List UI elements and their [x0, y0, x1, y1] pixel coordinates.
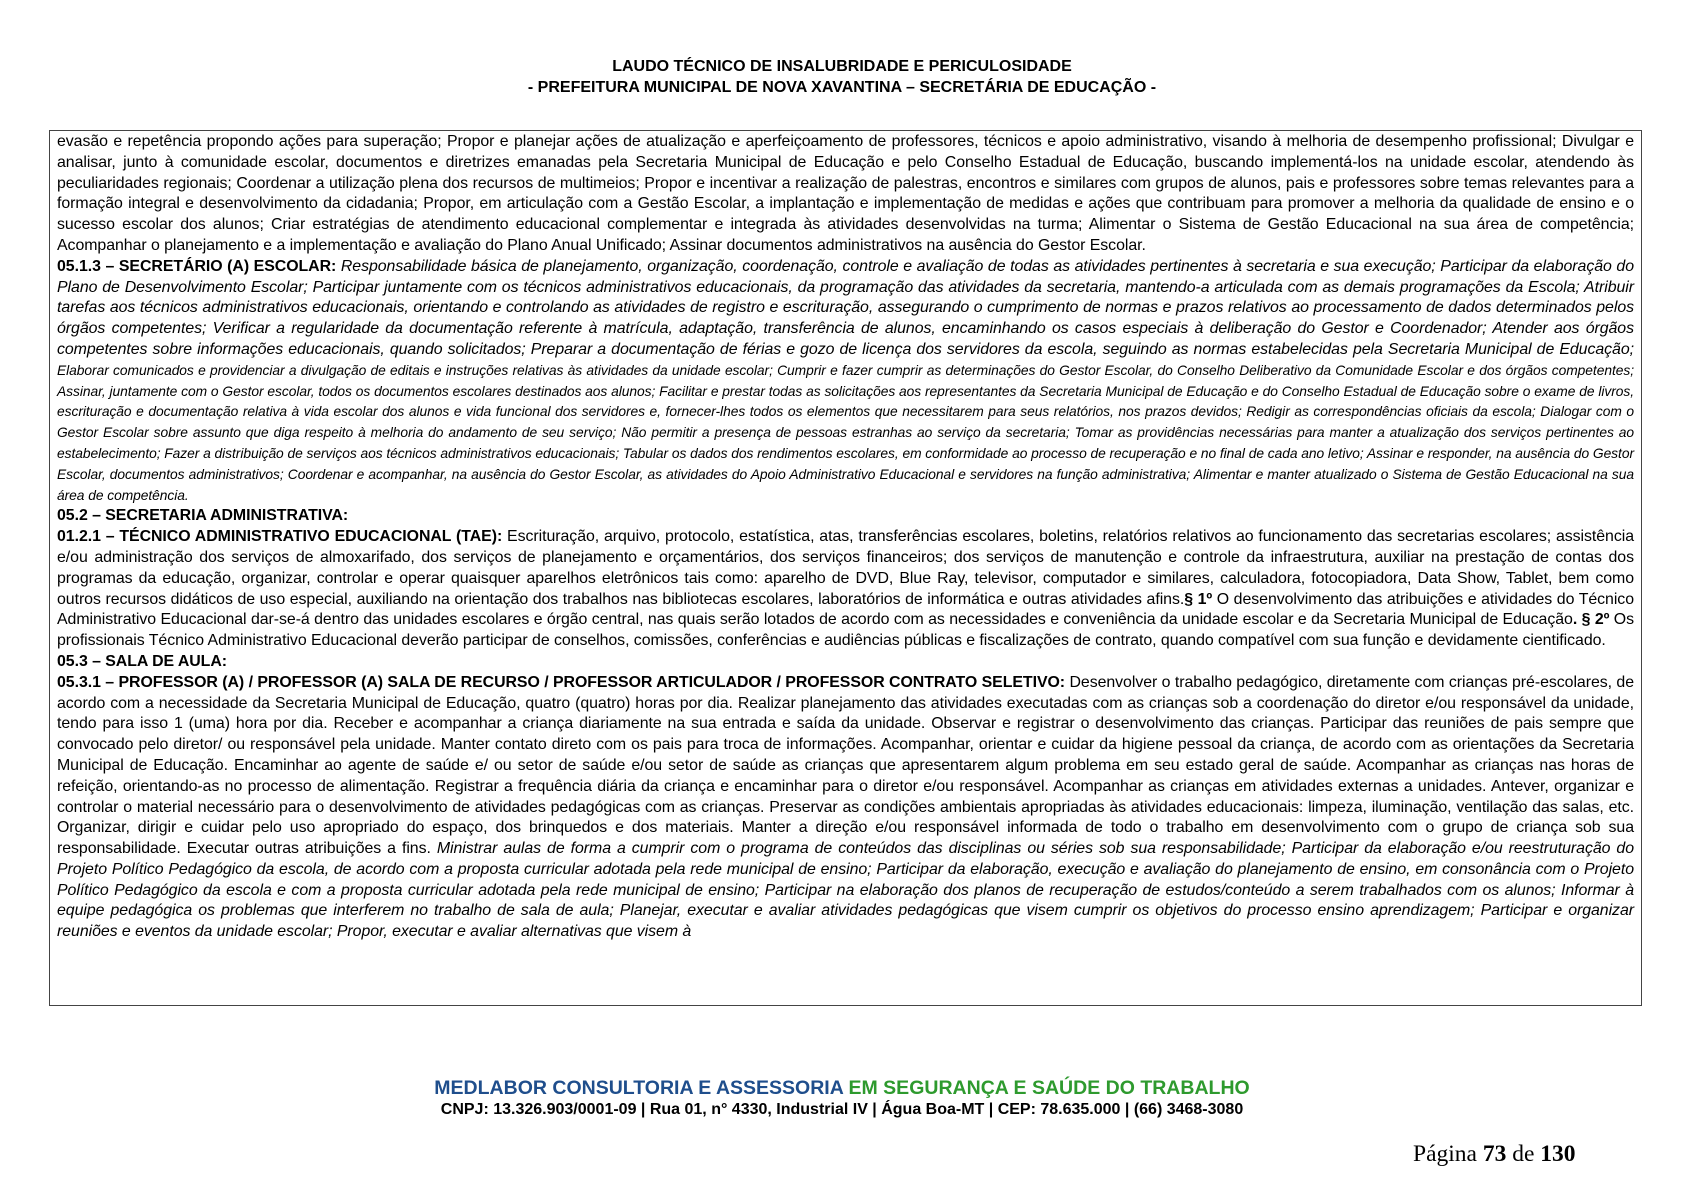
section-text: Os profissionais Técnico Administrativo Educacional deverão participar de conselhos, comissões, conferências e audiências públicas e fiscalizações de contrato, quando compatível com sua função e devidamente cientificado. — [57, 611, 1634, 650]
content-box — [49, 130, 1642, 1006]
page-label: Página — [1413, 1141, 1483, 1167]
page-current: 73 — [1482, 1141, 1507, 1167]
company-name: MEDLABOR CONSULTORIA E ASSESSORIA — [434, 1077, 844, 1099]
section-text: O desenvolvimento das atribuições e atividades do Técnico Administrativo Educacional dar-se-á dentro das unidades escolares e órgão central, nas quais serão lotados de acordo com as necessidades e conveniência da unidade escolar e da Secretaria Municipal de Educação — [57, 590, 1634, 629]
document-header — [0, 56, 1684, 98]
page-total: 130 — [1540, 1141, 1576, 1167]
section-text-italic: Ministrar aulas de forma a cumprir com o programa de conteúdos das disciplinas ou séries sob sua responsabilidade; Participar da elaboração e/ou reestruturação do Projeto Político Pedagógico da escola, de acordo com a proposta curricular adotada pela rede municipal de ensino; Participar da elaboração, execução e avaliação do planejamento de ensino, em consonância com o Projeto Político Pedagógico da escola e com a proposta curricular adotada pela rede municipal de ensino; Participar na elaboração dos planos de recuperação de estudos/conteúdo a serem trabalhados com os alunos; Informar à equipe pedagógica os problemas que interferem no trabalho de sala de aula; Planejar, executar e avaliar atividades pedagógicas que visem cumprir os objetivos do processo ensino aprendizagem; Participar e organizar reuniões e eventos da unidade escolar; Propor, executar e avaliar alternativas que visem à — [57, 840, 1634, 941]
paragraph-text: evasão e repetência propondo ações para superação; Propor e planejar ações de atualização e aperfeiçoamento de professores, técnicos e apoio administrativo, visando à melhoria de desempenho profissional; Divulgar e analisar, junto à comunidade escolar, documentos e diretrizes emanadas pela Secretaria Municipal de Educação e pelo Conselho Estadual de Educação, buscando implementá-los na unidade escolar, atendendo às peculiaridades regionais; Coordenar a utilização plena dos recursos de multimeios; Propor e incentivar a realização de palestras, encontros e similares com grupos de alunos, pais e professores sobre temas relevantes para a formação integral e desenvolvimento da cidadania; Propor, em articulação com a Gestão Escolar, a implantação e implementação de medidas e ações que contribuam para promover a melhoria da qualidade de ensino e o sucesso escolar dos alunos; Criar estratégias de atendimento educacional complementar e integrada às atividades desenvolvidas na turma; Alimentar o Sistema de Gestão Educacional na sua área de competência; Acompanhar o planejamento e a implementação e avaliação do Plano Anual Unificado; Assinar documentos administrativos na ausência do Gestor Escolar. — [57, 133, 1634, 254]
section-title: 05.3 – SALA DE AULA: — [57, 652, 228, 670]
section-title: 05.1.3 – SECRETÁRIO (A) ESCOLAR: — [57, 257, 337, 275]
section-text: Escrituração, arquivo, protocolo, estatística, atas, transferências escolares, boletins, relatórios relativos ao funcionamento das secretarias escolares; assistência e/ou administração dos serviços de almoxarifado, dos serviços de planejamento e orçamentários, dos serviços financeiros; dos serviços de manutenção e controle da infraestrutura, auxiliar na prestação de contas dos programas da educação, organizar, controlar e operar quaisquer aparelhos eletrônicos tais como: aparelho de DVD, Blue Ray, televisor, computador e similares, calculadora, fotocopiadora, Data Show, Tablet, bem como outros recursos didáticos de uso especial, auxiliando na orientação dos trabalhos nas bibliotecas escolares, laboratórios de informática e outras atividades afins. — [57, 528, 1634, 608]
page-of: de — [1506, 1141, 1541, 1167]
company-tagline: EM SEGURANÇA E SAÚDE DO TRABALHO — [843, 1077, 1250, 1099]
header-title: LAUDO TÉCNICO DE INSALUBRIDADE E PERICULOSIDADE — [612, 58, 1072, 75]
header-subtitle: - PREFEITURA MUNICIPAL DE NOVA XAVANTINA – SECRETÁRIA DE EDUCAÇÃO - — [527, 79, 1157, 96]
section-professor — [57, 673, 1634, 943]
section-title: 05.3.1 – PROFESSOR (A) / PROFESSOR (A) SALA DE RECURSO / PROFESSOR ARTICULADOR / PROFESSOR CONTRATO SELETIVO: — [57, 673, 1066, 691]
footer-company — [0, 1077, 1684, 1100]
section-text: Desenvolver o trabalho pedagógico, diretamente com crianças pré-escolares, de acordo com a necessidade da Secretaria Municipal de Educação, quatro (quatro) horas por dia. Realizar planejamento das atividades executadas com as crianças sob a coordenação do diretor e/ou responsável da unidade, tendo para isso 1 (uma) hora por dia. Receber e acompanhar a criança diariamente na sua entrada e saída da unidade. Observar e registrar o desenvolvimento das crianças. Participar das reuniões de pais sempre que convocado pelo diretor/ ou responsável pela unidade. Manter contato direto com os pais para troca de informações. Acompanhar, orientar e cuidar da higiene pessoal da criança, de acordo com as orientações da Secretaria Municipal de Educação. Encaminhar ao agente de saúde e/ ou setor de saúde e/ou setor de saúde as crianças que apresentarem algum problema em seu estado geral de saúde. Acompanhar as crianças nas horas de refeição, orientando-as no processo de alimentação. Registrar a frequência diária da criança e encaminhar para o diretor e/ou responsável. Acompanhar as crianças em atividades externas a unidades. Antever, organizar e controlar o material necessário para o desenvolvimento de atividades pedagógicas com as crianças. Preservar as condições ambientais apropriadas às atividades educacionais: limpeza, iluminação, ventilação das salas, etc. Organizar, dirigir e cuidar pelo uso apropriado do espaço, dos brinquedos e dos materiais. Manter a direção e/ou responsável informada de todo o trabalho em desenvolvimento com o grupo de criança sob sua responsabilidade. Executar outras atribuições a fins. — [57, 673, 1634, 858]
section-secretario-escolar — [57, 257, 1634, 507]
section-title: 01.2.1 – TÉCNICO ADMINISTRATIVO EDUCACIONAL (TAE): — [57, 528, 503, 546]
paragraph-mark-1: § 1º — [1184, 590, 1213, 608]
section-sala-de-aula — [57, 652, 1634, 673]
footer-address: CNPJ: 13.326.903/0001-09 | Rua 01, n° 4330, Industrial IV | Água Boa-MT | CEP: 78.635.000 | (66) 3468-3080 — [440, 1101, 1244, 1118]
paragraph-mark-2: . § 2º — [1572, 611, 1610, 629]
page-number — [1413, 1141, 1576, 1168]
paragraph-continuation — [57, 132, 1634, 257]
section-tecnico-administrativo — [57, 527, 1634, 652]
section-secretaria-administrativa — [57, 506, 1634, 527]
section-title: 05.2 – SECRETARIA ADMINISTRATIVA: — [57, 507, 349, 525]
section-text-italic-small-start: Elaborar comunicados e providenciar a divulgação de editais e instruções relativas às atividades da unidade escolar; Cumprir e fazer cumprir as determinações do Gestor Escolar, do Conselho Deliberativo da Comunidade Escolar e dos órgãos competentes; Assinar, juntamente com o Gestor escolar, todos os documentos escolares destinados aos alunos; Facilitar e prestar todas as solicitações aos representantes da Secretaria Municipal de Educação e do Conselho Estadual de Educação sobre o exame de livros, escrituração e documentação relativa à vida escolar dos alunos e vida funcional dos servidores e, fornecer-lhes todos os elementos que necessitarem para seus relatórios, nos prazos devidos; Redigir as correspondências oficiais da escola; Dialogar com o Gestor Escolar sobre assunto que diga respeito à melhoria do andamento de seu serviço; Não permitir a presença de pessoas estranhas ao serviço da secretaria; Tomar as providências necessárias para manter a atualização dos serviços pertinentes ao estabelecimento; Fazer a distribuição de serviços aos técnicos administrativos educacionais; Tabular os dados dos rendimentos escolares, em conformidade ao processo de recuperação e no final de cada ano letivo; Assinar e responder, na ausência do Gestor Escolar, documentos administrativos; Coordenar e acompanhar, na ausência do Gestor Escolar, as atividades do Apoio Administrativo Educacional e servidores na função administrativa; Alimentar e manter atualizado o Sistema de Gestão Educacional na sua área de competência. — [57, 362, 1634, 503]
section-text-italic: Responsabilidade básica de planejamento, organização, coordenação, controle e avaliação de todas as atividades pertinentes à secretaria e sua execução; Participar da elaboração do Plano de Desenvolvimento Escolar; Participar juntamente com os técnicos administrativos educacionais, da programação das atividades da secretaria, mantendo-a articulada com as demais programações da Escola; Atribuir tarefas aos técnicos administrativos educacionais, orientando e controlando as atividades de registro e escrituração, assegurando o cumprimento de normas e prazos relativos ao processamento de dados determinados pelos órgãos competentes; Verificar a regularidade da documentação referente à matrícula, adaptação, transferência de alunos, encaminhando os casos especiais à deliberação do Gestor e Coordenador; Atender aos órgãos competentes sobre informações educacionais, quando solicitados; Preparar a documentação de férias e gozo de licença dos servidores da escola, seguindo as normas estabelecidas pela Secretaria Municipal de Educação; — [57, 257, 1634, 358]
